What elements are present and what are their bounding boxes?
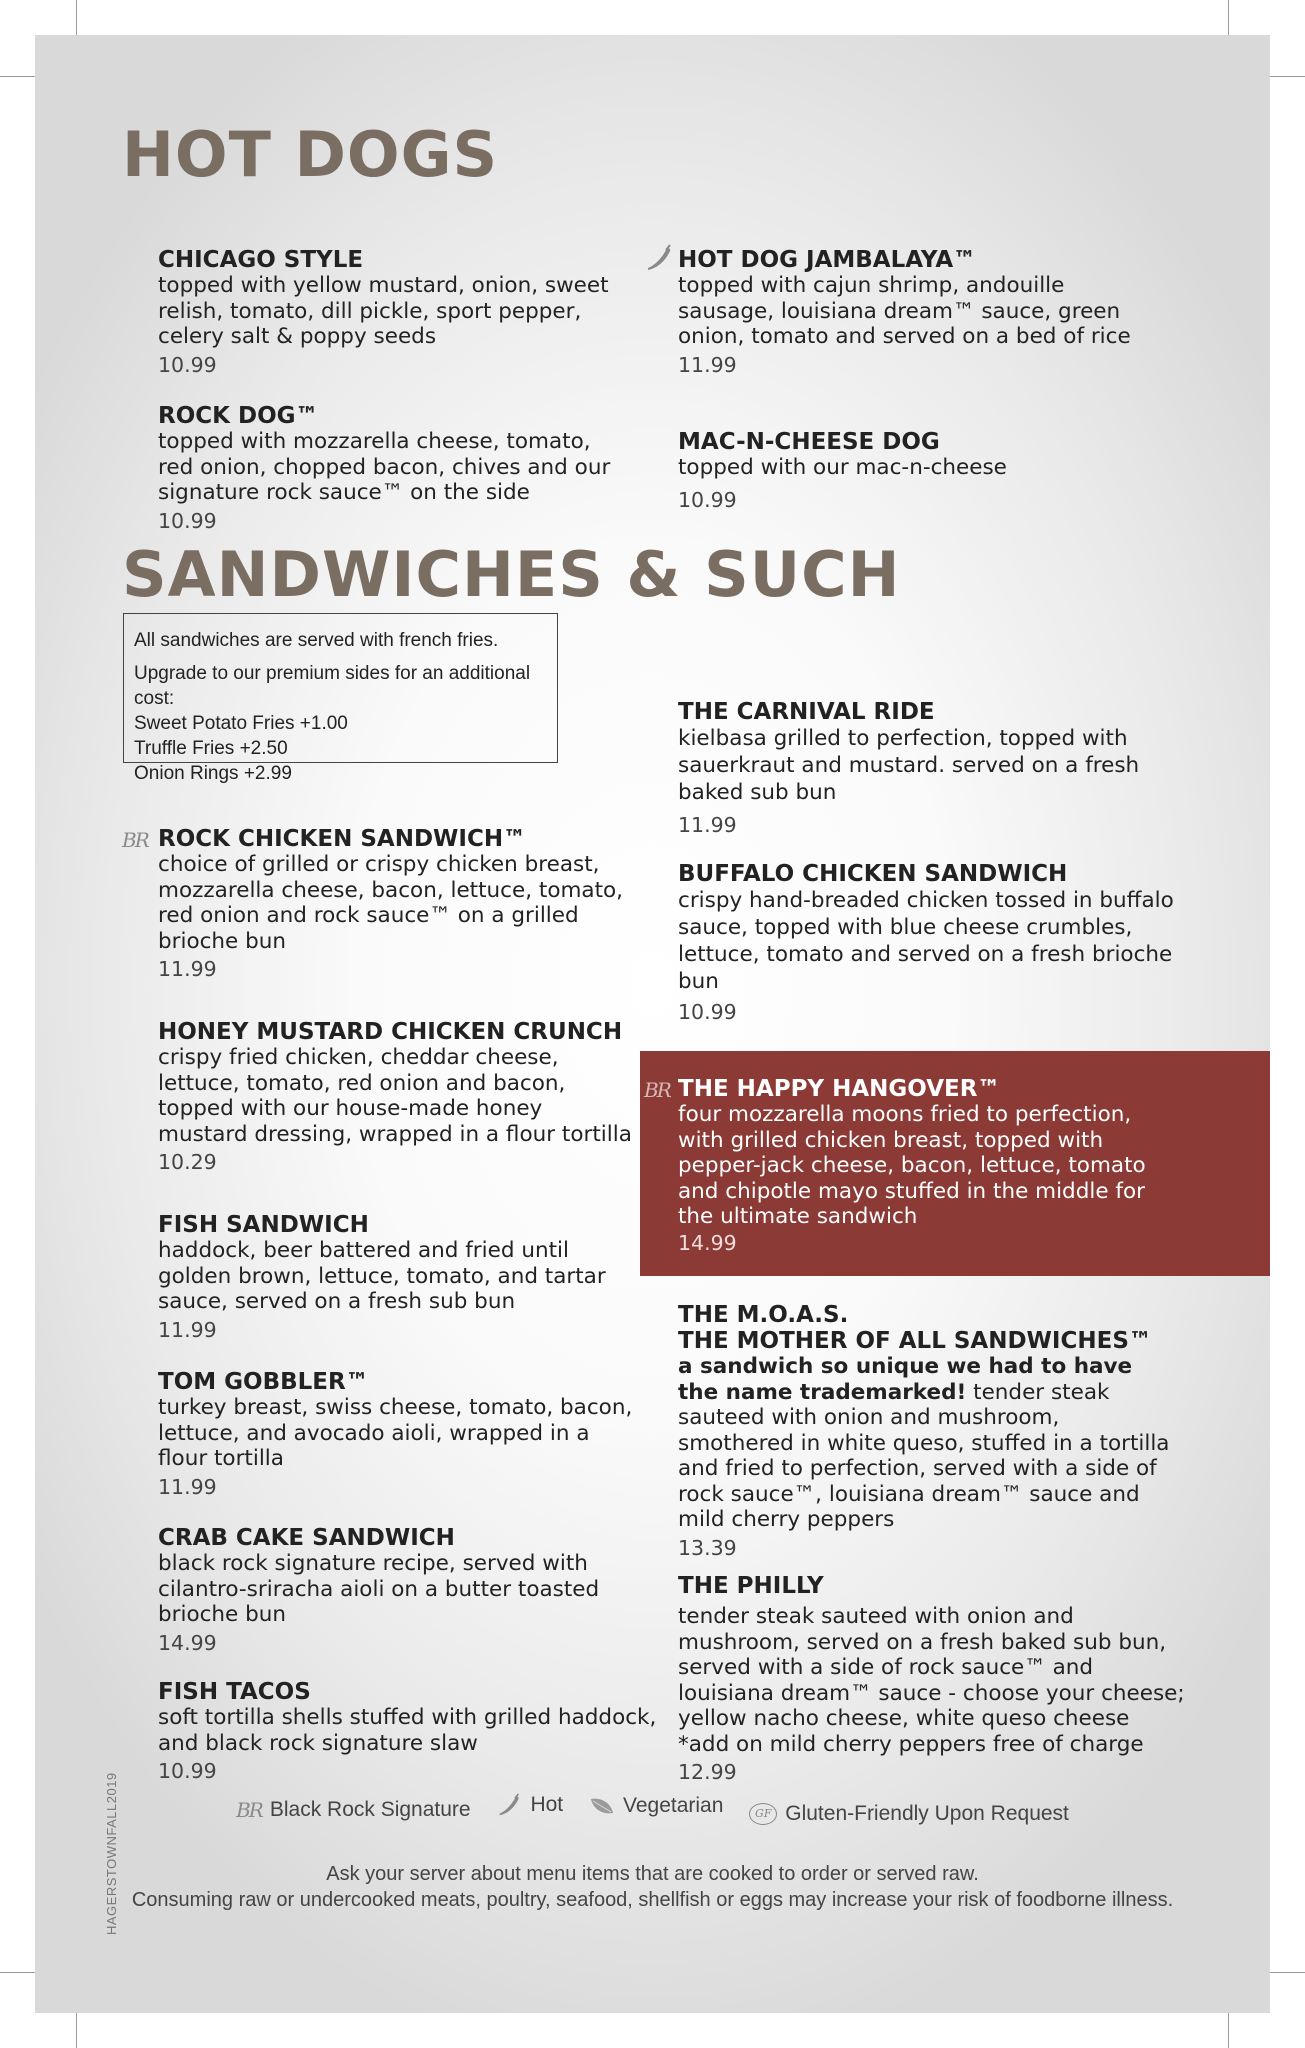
item-price: 10.99 — [158, 352, 217, 377]
item-price: 10.99 — [678, 487, 737, 512]
item-price: 10.99 — [678, 1000, 737, 1024]
legend — [0, 1793, 1305, 1826]
item-name: THE CARNIVAL RIDE — [678, 699, 935, 725]
menu-item-rock-dog — [158, 403, 628, 534]
item-price: 10.29 — [158, 1150, 217, 1174]
featured-item-panel — [640, 1051, 1270, 1276]
item-name: ROCK DOG™ — [158, 403, 319, 429]
item-name: TOM GOBBLER™ — [158, 1369, 369, 1395]
item-price: 11.99 — [158, 1474, 217, 1499]
leaf-icon — [589, 1795, 615, 1817]
note-line: Sweet Potato Fries +1.00 — [134, 713, 348, 734]
legend-vegetarian — [589, 1794, 723, 1818]
menu-item-philly — [678, 1573, 1188, 1785]
item-name: THE M.O.A.S. — [678, 1302, 849, 1328]
hot-pepper-icon — [644, 244, 674, 272]
item-description-text: tender steak sauteed with onion and mushroom, smothered in white queso, stuffed in a tortilla and fried to perfection, served with a side of rock sauce™, louisiana dream™ sauce and mild cherry peppers — [678, 1379, 1170, 1532]
menu-item-moas — [678, 1302, 1178, 1561]
menu-item-honey-mustard-chicken-crunch — [158, 1019, 638, 1175]
menu-item-chicago-style — [158, 247, 628, 378]
menu-item-rock-chicken-sandwich — [158, 826, 628, 982]
item-description: four mozzarella moons fried to perfection, with grilled chicken breast, topped with pepper-jack cheese, bacon, lettuce, tomato and chipotle mayo stuffed in the middle for the ultimate sandwich — [678, 1102, 1146, 1229]
item-name: THE PHILLY — [678, 1573, 824, 1599]
menu-item-carnival-ride — [678, 699, 1178, 838]
black-rock-signature-icon: BR — [236, 1798, 262, 1822]
item-extra: *add on mild cherry peppers free of charge — [678, 1731, 1144, 1757]
item-description: haddock, beer battered and fried until golden brown, lettuce, tomato, and tartar sauce, served on a fresh sub bun — [158, 1238, 606, 1314]
item-description: crispy fried chicken, cheddar cheese, lettuce, tomato, red onion and bacon, topped with our house-made honey mustard dressing, wrapped in a flour tortilla — [158, 1045, 632, 1147]
item-description: topped with mozzarella cheese, tomato, red onion, chopped bacon, chives and our signature rock sauce™ on the side — [158, 429, 611, 505]
item-description: crispy hand-breaded chicken tossed in buffalo sauce, topped with blue cheese crumbles, lettuce, tomato and served on a fresh brioche bun — [678, 888, 1174, 994]
item-description: topped with cajun shrimp, andouille sausage, louisiana dream™ sauce, green onion, tomato and served on a bed of rice — [678, 273, 1131, 349]
item-price: 14.99 — [678, 1230, 737, 1255]
legend-label: Hot — [530, 1793, 564, 1816]
legend-label: Gluten-Friendly Upon Request — [785, 1802, 1069, 1825]
menu-item-mac-n-cheese-dog — [678, 429, 1138, 513]
hot-pepper-icon — [496, 1793, 522, 1817]
item-price: 11.99 — [158, 1317, 217, 1342]
item-name: FISH TACOS — [158, 1679, 311, 1705]
menu-item-buffalo-chicken-sandwich — [678, 861, 1178, 1025]
item-description: topped with yellow mustard, onion, sweet relish, tomato, dill pickle, sport pepper, celery salt & poppy seeds — [158, 273, 609, 349]
legend-label: Black Rock Signature — [269, 1798, 471, 1821]
menu-item-fish-sandwich — [158, 1212, 628, 1343]
menu-item-fish-tacos — [158, 1679, 658, 1784]
item-name: ROCK CHICKEN SANDWICH™ — [158, 826, 527, 852]
item-price: 11.99 — [678, 813, 737, 837]
item-price: 11.99 — [158, 957, 217, 981]
item-name: MAC-N-CHEESE DOG — [678, 429, 940, 455]
item-description: choice of grilled or crispy chicken breast, mozzarella cheese, bacon, lettuce, tomato, red onion and rock sauce™ on a grilled brioche bun — [158, 852, 624, 954]
item-price: 14.99 — [158, 1630, 217, 1655]
item-subtitle: THE MOTHER OF ALL SANDWICHES™ — [678, 1328, 1152, 1354]
black-rock-signature-icon: BR — [122, 828, 148, 852]
item-name: CRAB CAKE SANDWICH — [158, 1525, 455, 1551]
item-name: FISH SANDWICH — [158, 1212, 369, 1238]
item-price: 12.99 — [678, 1760, 737, 1784]
legend-signature — [236, 1798, 471, 1822]
disclaimer-line: Consuming raw or undercooked meats, poultry, seafood, shellfish or eggs may increase your risk of foodborne illness. — [131, 1889, 1174, 1911]
item-description: black rock signature recipe, served with cilantro-sriracha aioli on a butter toasted brioche bun — [158, 1551, 600, 1627]
sandwiches-heading: SANDWICHES & SUCH — [122, 538, 901, 611]
item-name: THE HAPPY HANGOVER™ — [678, 1076, 1001, 1102]
menu-item-happy-hangover — [678, 1076, 1168, 1256]
note-line: Truffle Fries +2.50 — [134, 738, 288, 759]
item-name: BUFFALO CHICKEN SANDWICH — [678, 861, 1068, 887]
sides-note-box — [123, 613, 558, 784]
item-lead: a sandwich so unique we had to have the name trademarked! — [678, 1354, 1133, 1405]
item-name: HOT DOG JAMBALAYA™ — [678, 247, 977, 273]
note-line: All sandwiches are served with french fries. — [134, 630, 499, 651]
item-price: 10.99 — [158, 508, 217, 533]
item-description — [678, 1354, 1178, 1533]
disclaimer-line: Ask your server about menu items that are cooked to order or served raw. — [326, 1863, 979, 1885]
note-line: Onion Rings +2.99 — [134, 763, 292, 784]
menu-version-code: HAGERSTOWNFALL2019 — [104, 1772, 119, 1935]
item-description: soft tortilla shells stuffed with grilled haddock, and black rock signature slaw — [158, 1705, 657, 1756]
item-price: 11.99 — [678, 352, 737, 377]
item-name: HONEY MUSTARD CHICKEN CRUNCH — [158, 1019, 623, 1045]
menu-item-tom-gobbler — [158, 1369, 638, 1500]
gluten-friendly-icon: GF — [749, 1803, 777, 1825]
menu-item-crab-cake-sandwich — [158, 1525, 638, 1656]
menu-item-hot-dog-jambalaya — [678, 247, 1138, 378]
item-name: CHICAGO STYLE — [158, 247, 364, 273]
legend-gluten-friendly — [749, 1802, 1069, 1826]
hot-dogs-heading: HOT DOGS — [122, 118, 499, 191]
item-description: tender steak sauteed with onion and mushroom, served on a fresh baked sub bun, served with a side of rock sauce™ and louisiana dream™ sauce - choose your cheese; yellow nacho cheese, white queso cheese — [678, 1604, 1185, 1731]
item-price: 10.99 — [158, 1759, 217, 1783]
black-rock-signature-icon: BR — [644, 1078, 670, 1102]
item-price: 13.39 — [678, 1535, 737, 1560]
item-description: topped with our mac-n-cheese — [678, 455, 1007, 480]
note-line: Upgrade to our premium sides for an additional cost: — [134, 663, 531, 709]
item-description: kielbasa grilled to perfection, topped with sauerkraut and mustard. served on a fresh baked sub bun — [678, 726, 1140, 805]
item-description: turkey breast, swiss cheese, tomato, bacon, lettuce, and avocado aioli, wrapped in a flour tortilla — [158, 1395, 633, 1471]
legend-label: Vegetarian — [622, 1794, 724, 1817]
legend-hot — [496, 1793, 563, 1817]
